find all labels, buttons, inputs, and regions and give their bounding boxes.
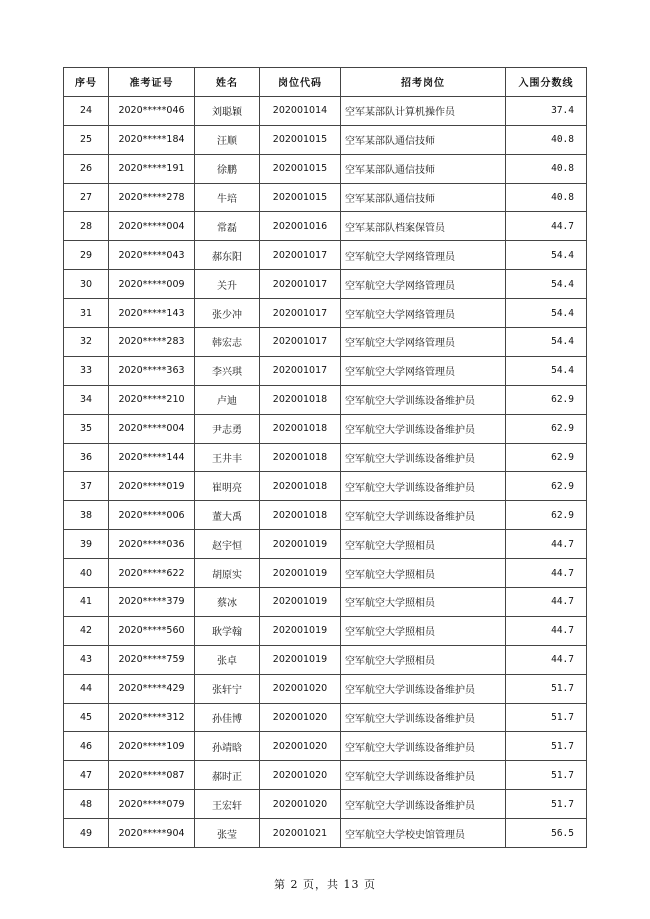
cell-post-code: 202001019 (260, 645, 341, 674)
cell-seq: 42 (64, 616, 109, 645)
cell-exam-no: 2020*****622 (109, 559, 195, 588)
cell-cutoff: 54.4 (506, 241, 587, 270)
cell-cutoff: 62.9 (506, 414, 587, 443)
table-row (64, 472, 587, 501)
header-name: 姓名 (195, 68, 260, 97)
cell-cutoff: 44.7 (506, 616, 587, 645)
cell-name: 郝东阳 (195, 241, 260, 270)
cell-post: 空军航空大学校史馆管理员 (341, 819, 506, 848)
cell-name: 尹志勇 (195, 414, 260, 443)
cell-post-code: 202001018 (260, 385, 341, 414)
cell-post-code: 202001017 (260, 270, 341, 299)
cell-cutoff: 44.7 (506, 530, 587, 559)
cell-post-code: 202001014 (260, 96, 341, 125)
cell-seq: 24 (64, 96, 109, 125)
cell-exam-no: 2020*****036 (109, 530, 195, 559)
cell-exam-no: 2020*****278 (109, 183, 195, 212)
cell-post-code: 202001020 (260, 732, 341, 761)
table-header-row (64, 68, 587, 97)
cell-exam-no: 2020*****143 (109, 299, 195, 328)
cell-seq: 44 (64, 674, 109, 703)
table-row (64, 96, 587, 125)
cell-name: 韩宏志 (195, 328, 260, 357)
cell-cutoff: 40.8 (506, 154, 587, 183)
table-row (64, 790, 587, 819)
cell-post-code: 202001019 (260, 616, 341, 645)
cell-name: 刘聪颖 (195, 96, 260, 125)
cell-post-code: 202001018 (260, 501, 341, 530)
cell-cutoff: 54.4 (506, 328, 587, 357)
cell-exam-no: 2020*****019 (109, 472, 195, 501)
cell-seq: 26 (64, 154, 109, 183)
cell-seq: 37 (64, 472, 109, 501)
cell-exam-no: 2020*****363 (109, 356, 195, 385)
cell-post-code: 202001020 (260, 674, 341, 703)
cell-cutoff: 40.8 (506, 125, 587, 154)
cell-name: 牛培 (195, 183, 260, 212)
cell-seq: 40 (64, 559, 109, 588)
table-row (64, 819, 587, 848)
cell-cutoff: 44.7 (506, 212, 587, 241)
cell-cutoff: 62.9 (506, 385, 587, 414)
cell-post-code: 202001021 (260, 819, 341, 848)
cell-post-code: 202001020 (260, 761, 341, 790)
cell-cutoff: 62.9 (506, 501, 587, 530)
cell-cutoff: 51.7 (506, 761, 587, 790)
cell-name: 郝时正 (195, 761, 260, 790)
cell-post: 空军航空大学照相员 (341, 645, 506, 674)
cell-exam-no: 2020*****006 (109, 501, 195, 530)
table-row (64, 559, 587, 588)
cell-cutoff: 37.4 (506, 96, 587, 125)
cell-post: 空军航空大学训练设备维护员 (341, 414, 506, 443)
table-row (64, 674, 587, 703)
cell-seq: 47 (64, 761, 109, 790)
table-row (64, 241, 587, 270)
cell-cutoff: 51.7 (506, 703, 587, 732)
header-cutoff: 入围分数线 (506, 68, 587, 97)
cell-seq: 46 (64, 732, 109, 761)
cell-name: 张少冲 (195, 299, 260, 328)
table-row (64, 125, 587, 154)
cell-cutoff: 44.7 (506, 559, 587, 588)
cell-seq: 29 (64, 241, 109, 270)
table-row (64, 588, 587, 617)
cell-post: 空军某部队计算机操作员 (341, 96, 506, 125)
cell-name: 卢迪 (195, 385, 260, 414)
cell-post-code: 202001015 (260, 183, 341, 212)
cell-name: 张卓 (195, 645, 260, 674)
cell-post-code: 202001016 (260, 212, 341, 241)
cell-post-code: 202001018 (260, 443, 341, 472)
cell-post: 空军航空大学网络管理员 (341, 356, 506, 385)
cell-exam-no: 2020*****079 (109, 790, 195, 819)
cell-post-code: 202001017 (260, 356, 341, 385)
cell-post: 空军航空大学照相员 (341, 616, 506, 645)
cell-name: 赵宇恒 (195, 530, 260, 559)
cell-cutoff: 44.7 (506, 588, 587, 617)
cell-exam-no: 2020*****904 (109, 819, 195, 848)
cell-exam-no: 2020*****004 (109, 414, 195, 443)
cell-post: 空军航空大学训练设备维护员 (341, 472, 506, 501)
cell-post-code: 202001018 (260, 472, 341, 501)
cell-exam-no: 2020*****429 (109, 674, 195, 703)
header-post-code: 岗位代码 (260, 68, 341, 97)
cell-post: 空军航空大学网络管理员 (341, 241, 506, 270)
cell-cutoff: 51.7 (506, 674, 587, 703)
table-row (64, 414, 587, 443)
table-row (64, 645, 587, 674)
cell-name: 胡原实 (195, 559, 260, 588)
cell-post-code: 202001017 (260, 299, 341, 328)
cell-exam-no: 2020*****379 (109, 588, 195, 617)
table-row (64, 212, 587, 241)
cell-seq: 33 (64, 356, 109, 385)
cell-post-code: 202001019 (260, 559, 341, 588)
page-number: 第 2 页，共 13 页 (274, 878, 376, 891)
cell-post: 空军航空大学网络管理员 (341, 299, 506, 328)
cell-post-code: 202001017 (260, 328, 341, 357)
cell-exam-no: 2020*****210 (109, 385, 195, 414)
table-row (64, 530, 587, 559)
cell-post: 空军航空大学训练设备维护员 (341, 732, 506, 761)
cell-name: 徐鹏 (195, 154, 260, 183)
table-row (64, 616, 587, 645)
cell-post: 空军某部队通信技师 (341, 154, 506, 183)
cell-post: 空军航空大学训练设备维护员 (341, 703, 506, 732)
cell-post-code: 202001019 (260, 530, 341, 559)
cell-exam-no: 2020*****004 (109, 212, 195, 241)
cell-seq: 48 (64, 790, 109, 819)
cell-cutoff: 56.5 (506, 819, 587, 848)
cell-post-code: 202001020 (260, 790, 341, 819)
cell-post: 空军航空大学训练设备维护员 (341, 790, 506, 819)
cell-post: 空军航空大学网络管理员 (341, 270, 506, 299)
header-seq: 序号 (64, 68, 109, 97)
cell-seq: 32 (64, 328, 109, 357)
cell-exam-no: 2020*****560 (109, 616, 195, 645)
cell-exam-no: 2020*****043 (109, 241, 195, 270)
results-table (63, 67, 587, 848)
table-row (64, 328, 587, 357)
cell-name: 张轩宁 (195, 674, 260, 703)
table-row (64, 732, 587, 761)
cell-seq: 28 (64, 212, 109, 241)
cell-exam-no: 2020*****312 (109, 703, 195, 732)
cell-cutoff: 51.7 (506, 732, 587, 761)
cell-post: 空军航空大学照相员 (341, 588, 506, 617)
table-row (64, 154, 587, 183)
cell-post: 空军航空大学网络管理员 (341, 328, 506, 357)
cell-post: 空军航空大学照相员 (341, 530, 506, 559)
cell-seq: 25 (64, 125, 109, 154)
cell-name: 张莹 (195, 819, 260, 848)
cell-name: 蔡冰 (195, 588, 260, 617)
header-exam-no: 准考证号 (109, 68, 195, 97)
cell-post: 空军航空大学训练设备维护员 (341, 385, 506, 414)
cell-exam-no: 2020*****009 (109, 270, 195, 299)
cell-cutoff: 62.9 (506, 443, 587, 472)
table-row (64, 703, 587, 732)
cell-seq: 27 (64, 183, 109, 212)
cell-cutoff: 54.4 (506, 270, 587, 299)
cell-post: 空军航空大学照相员 (341, 559, 506, 588)
cell-name: 孙佳博 (195, 703, 260, 732)
cell-post-code: 202001015 (260, 154, 341, 183)
cell-cutoff: 54.4 (506, 299, 587, 328)
cell-name: 汪顺 (195, 125, 260, 154)
cell-cutoff: 40.8 (506, 183, 587, 212)
cell-post-code: 202001019 (260, 588, 341, 617)
cell-name: 耿学翰 (195, 616, 260, 645)
cell-post: 空军航空大学训练设备维护员 (341, 674, 506, 703)
cell-post: 空军航空大学训练设备维护员 (341, 443, 506, 472)
header-post: 招考岗位 (341, 68, 506, 97)
cell-seq: 31 (64, 299, 109, 328)
cell-seq: 30 (64, 270, 109, 299)
cell-name: 崔明亮 (195, 472, 260, 501)
cell-post: 空军某部队通信技师 (341, 183, 506, 212)
table-row (64, 761, 587, 790)
cell-name: 关升 (195, 270, 260, 299)
cell-name: 王宏轩 (195, 790, 260, 819)
cell-seq: 38 (64, 501, 109, 530)
table-row (64, 299, 587, 328)
cell-exam-no: 2020*****144 (109, 443, 195, 472)
cell-name: 董大禹 (195, 501, 260, 530)
cell-name: 常磊 (195, 212, 260, 241)
cell-seq: 43 (64, 645, 109, 674)
cell-seq: 34 (64, 385, 109, 414)
cell-cutoff: 54.4 (506, 356, 587, 385)
cell-exam-no: 2020*****087 (109, 761, 195, 790)
results-table-container (63, 67, 586, 848)
cell-exam-no: 2020*****046 (109, 96, 195, 125)
cell-exam-no: 2020*****184 (109, 125, 195, 154)
table-body (64, 96, 587, 847)
cell-exam-no: 2020*****283 (109, 328, 195, 357)
cell-seq: 45 (64, 703, 109, 732)
cell-seq: 39 (64, 530, 109, 559)
cell-seq: 41 (64, 588, 109, 617)
cell-name: 王井丰 (195, 443, 260, 472)
cell-post-code: 202001017 (260, 241, 341, 270)
cell-seq: 35 (64, 414, 109, 443)
cell-exam-no: 2020*****191 (109, 154, 195, 183)
cell-cutoff: 51.7 (506, 790, 587, 819)
cell-post-code: 202001018 (260, 414, 341, 443)
table-row (64, 183, 587, 212)
cell-exam-no: 2020*****109 (109, 732, 195, 761)
cell-post: 空军航空大学训练设备维护员 (341, 501, 506, 530)
cell-cutoff: 62.9 (506, 472, 587, 501)
cell-cutoff: 44.7 (506, 645, 587, 674)
cell-post: 空军某部队档案保管员 (341, 212, 506, 241)
cell-seq: 49 (64, 819, 109, 848)
table-row (64, 356, 587, 385)
cell-seq: 36 (64, 443, 109, 472)
table-row (64, 385, 587, 414)
cell-post: 空军某部队通信技师 (341, 125, 506, 154)
table-row (64, 443, 587, 472)
cell-name: 李兴琪 (195, 356, 260, 385)
cell-exam-no: 2020*****759 (109, 645, 195, 674)
table-row (64, 501, 587, 530)
table-row (64, 270, 587, 299)
cell-name: 孙靖晗 (195, 732, 260, 761)
cell-post-code: 202001015 (260, 125, 341, 154)
cell-post: 空军航空大学训练设备维护员 (341, 761, 506, 790)
cell-post-code: 202001020 (260, 703, 341, 732)
